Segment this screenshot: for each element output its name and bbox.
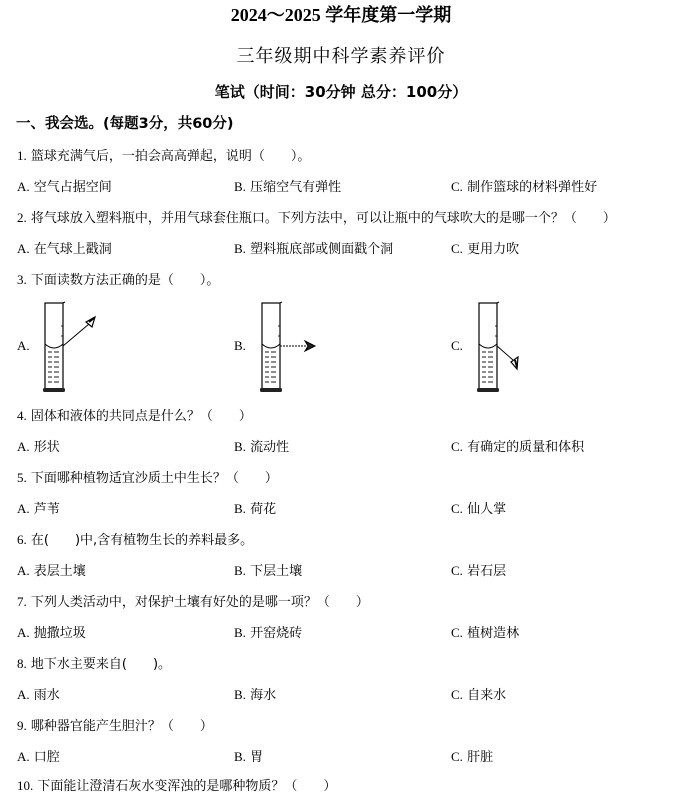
question-1 [17, 147, 310, 166]
question-number: 1. [17, 148, 27, 163]
option-letter: C. [451, 179, 463, 194]
option-text: 有确定的质量和体积 [467, 440, 585, 455]
q6-option-a[interactable] [17, 562, 86, 581]
q9-option-b[interactable] [234, 748, 263, 767]
question-number: 4. [17, 408, 27, 423]
question-text: 地下水主要来自( )。 [30, 657, 172, 672]
question-text: 哪种器官能产生胆汁？（ ） [30, 719, 213, 734]
question-number: 3. [17, 272, 27, 287]
question-number: 9. [17, 718, 27, 733]
option-letter: A. [17, 338, 30, 353]
exam-title: 2024～2025 学年度第一学期 [230, 5, 452, 25]
question-text: 篮球充满气后，一拍会高高弹起，说明（ ）。 [30, 149, 311, 164]
q7-option-a[interactable] [17, 624, 86, 643]
q4-option-c[interactable] [451, 438, 584, 457]
exam-subtitle: 三年级期中科学素养评价 [236, 46, 446, 67]
graduated-cylinder-looking-down-icon [471, 300, 571, 395]
option-text: 海水 [250, 688, 277, 703]
option-letter: C. [451, 501, 463, 516]
question-number: 7. [17, 594, 27, 609]
exam-info: 笔试（时间：30分钟 总分：100分） [214, 83, 468, 101]
option-text: 雨水 [33, 688, 60, 703]
option-text: 制作篮球的材料弹性好 [467, 180, 598, 195]
question-number: 8. [17, 656, 27, 671]
question-3 [17, 271, 219, 290]
question-number: 6. [17, 532, 27, 547]
option-letter: C. [451, 687, 463, 702]
option-letter: C. [451, 338, 463, 353]
q7-option-b[interactable] [234, 624, 302, 643]
q2-option-a[interactable] [17, 240, 112, 259]
question-9 [17, 717, 213, 736]
q7-option-c[interactable] [451, 624, 519, 643]
option-letter: C. [451, 563, 463, 578]
graduated-cylinder-looking-up-icon [37, 300, 137, 395]
option-letter: A. [17, 749, 30, 764]
q8-option-a[interactable] [17, 686, 60, 705]
option-letter: A. [17, 625, 30, 640]
option-text: 压缩空气有弹性 [250, 180, 342, 195]
option-letter: B. [234, 179, 246, 194]
option-letter: B. [234, 338, 246, 353]
question-text: 固体和液体的共同点是什么？（ ） [30, 409, 252, 424]
option-text: 荷花 [250, 502, 277, 517]
option-letter: B. [234, 563, 246, 578]
section-heading: 一、我会选。(每题3分，共60分) [16, 116, 234, 132]
q3-option-b[interactable] [234, 300, 354, 395]
option-text: 空气占据空间 [33, 180, 112, 195]
question-8 [17, 655, 171, 674]
question-number: 5. [17, 470, 27, 485]
option-text: 胃 [250, 750, 264, 765]
question-number: 10. [17, 778, 34, 793]
question-text: 下面读数方法正确的是（ ）。 [30, 273, 220, 288]
q5-option-c[interactable] [451, 500, 506, 519]
option-letter: C. [451, 241, 463, 256]
q9-option-c[interactable] [451, 748, 493, 767]
option-letter: A. [17, 501, 30, 516]
option-letter: A. [17, 179, 30, 194]
question-4 [17, 407, 252, 426]
option-text: 仙人掌 [467, 502, 507, 517]
question-number: 2. [17, 210, 27, 225]
question-7 [17, 593, 369, 612]
question-text: 将气球放入塑料瓶中，并用气球套住瓶口。下列方法中，可以让瓶中的气球吹大的是哪一个？（ ） [30, 211, 616, 226]
option-letter: C. [451, 749, 463, 764]
option-letter: B. [234, 439, 246, 454]
option-text: 流动性 [250, 440, 290, 455]
option-text: 岩石层 [467, 564, 507, 579]
question-2 [17, 209, 616, 228]
q2-option-c[interactable] [451, 240, 519, 259]
option-text: 抛撒垃圾 [33, 626, 86, 641]
option-text: 表层土壤 [33, 564, 86, 579]
option-letter: C. [451, 625, 463, 640]
option-letter: A. [17, 439, 30, 454]
option-letter: B. [234, 501, 246, 516]
option-text: 口腔 [33, 750, 60, 765]
option-text: 开窑烧砖 [250, 626, 303, 641]
q9-option-a[interactable] [17, 748, 60, 767]
option-text: 在气球上戳洞 [33, 242, 112, 257]
option-letter: C. [451, 439, 463, 454]
option-text: 芦苇 [33, 502, 60, 517]
option-letter: A. [17, 563, 30, 578]
question-text: 下面能让澄清石灰水变浑浊的是哪种物质？（ ） [37, 779, 337, 794]
question-5 [17, 469, 278, 488]
option-letter: B. [234, 625, 246, 640]
option-letter: B. [234, 687, 246, 702]
option-text: 更用力吹 [467, 242, 520, 257]
q6-option-b[interactable] [234, 562, 302, 581]
q8-option-c[interactable] [451, 686, 506, 705]
option-letter: B. [234, 241, 246, 256]
option-text: 下层土壤 [250, 564, 303, 579]
option-text: 塑料瓶底部或侧面戳个洞 [250, 242, 394, 257]
q3-option-c[interactable] [451, 300, 571, 395]
question-6 [17, 531, 253, 550]
q4-option-a[interactable] [17, 438, 60, 457]
question-text: 下面哪种植物适宜沙质土中生长？（ ） [30, 471, 278, 486]
q8-option-b[interactable] [234, 686, 276, 705]
option-letter: A. [17, 241, 30, 256]
question-text: 在( )中,含有植物生长的养料最多。 [30, 533, 254, 548]
q1-option-c[interactable] [451, 178, 597, 197]
q1-option-b[interactable] [234, 178, 341, 197]
option-text: 形状 [33, 440, 60, 455]
option-letter: B. [234, 749, 246, 764]
q5-option-b[interactable] [234, 500, 276, 519]
q6-option-c[interactable] [451, 562, 506, 581]
option-letter: A. [17, 687, 30, 702]
q3-option-a[interactable] [17, 300, 137, 395]
q2-option-b[interactable] [234, 240, 393, 259]
option-text: 植树造林 [467, 626, 520, 641]
question-text: 下列人类活动中，对保护土壤有好处的是哪一项？（ ） [30, 595, 369, 610]
option-text: 肝脏 [467, 750, 494, 765]
graduated-cylinder-eye-level-icon [254, 300, 354, 395]
q4-option-b[interactable] [234, 438, 289, 457]
q1-option-a[interactable] [17, 178, 112, 197]
option-text: 自来水 [467, 688, 507, 703]
q5-option-a[interactable] [17, 500, 60, 519]
question-10 [17, 777, 336, 796]
